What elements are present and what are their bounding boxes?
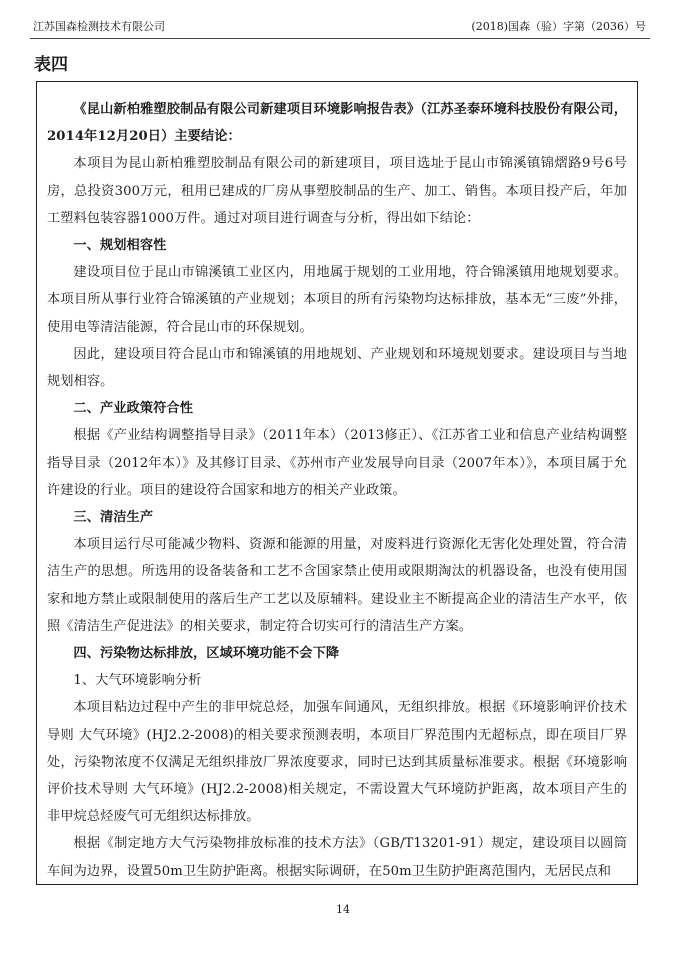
subsection-heading-air: 1、大气环境影响分析 bbox=[73, 673, 202, 689]
industry-policy-paragraph: 根据《产业结构调整指导目录》（2011年本）（2013修正）、《江苏省工业和信息产业结构调整指导目录（2012年本）》及其修订目录、《苏州市产业发展导向目录（2007年本）》，本项目属于允许建设的行业。项目的建设符合国家和地方的相关产业政策。 bbox=[47, 428, 627, 498]
planning-conclusion-paragraph: 因此，建设项目符合昆山市和锦溪镇的用地规划、产业规划和环境规划要求。建设项目与当地规划相容。 bbox=[47, 346, 627, 390]
conclusion-content bbox=[47, 96, 627, 885]
project-overview-paragraph: 本项目为昆山新柏雅塑胶制品有限公司的新建项目，项目选址于昆山市锦溪镇锦熠路9号6号房，总投资300万元，租用已建成的厂房从事塑胶制品的生产、加工、销售。本项目投产后，年加工塑料包装容器1000万件。通过对项目进行调查与分析，得出如下结论： bbox=[47, 156, 627, 226]
section-heading-planning: 一、规划相容性 bbox=[73, 238, 167, 254]
header-company: 江苏国森检测技术有限公司 bbox=[33, 20, 165, 33]
section-heading-emissions: 四、污染物达标排放，区域环境功能不会下降 bbox=[73, 646, 340, 662]
header-divider bbox=[30, 38, 650, 39]
table-label: 表四 bbox=[34, 55, 68, 75]
conclusion-box bbox=[36, 81, 638, 885]
air-analysis-paragraph: 本项目粘边过程中产生的非甲烷总烃，加强车间通风，无组织排放。根据《环境影响评价技术导则 大气环境》(HJ2.2-2008)的相关要求预测表明，本项目厂界范围内无超标点，即在项目厂界处，污染物浓度不仅满足无组织排放厂界浓度要求，同时已达到其质量标准要求。根据《环境影响评价技术导则 大气环境》(HJ2.2-2008)相关规定，不需设置大气环境防护距离，故本项目产生的非甲烷总烃废气可无组织达标排放。 bbox=[47, 700, 627, 825]
section-heading-industry-policy: 二、产业政策符合性 bbox=[73, 401, 193, 417]
protection-distance-paragraph: 根据《制定地方大气污染物排放标准的技术方法》（GB/T13201-91）规定，建设项目以圆筒车间为边界，设置50m卫生防护距离。根据实际调研，在50m卫生防护距离范围内，无居民点和 bbox=[47, 836, 627, 879]
section-heading-clean-production: 三、清洁生产 bbox=[73, 510, 154, 526]
clean-production-paragraph: 本项目运行尽可能减少物料、资源和能源的用量，对废料进行资源化无害化处理处置，符合清洁生产的思想。所选用的设备装备和工艺不含国家禁止使用或限期淘汰的机器设备，也没有使用国家和地方禁止或限制使用的落后生产工艺以及原辅料。建设业主不断提高企业的清洁生产水平，依照《清洁生产促进法》的相关要求，制定符合切实可行的清洁生产方案。 bbox=[47, 537, 627, 634]
planning-paragraph: 建设项目位于昆山市锦溪镇工业区内，用地属于规划的工业用地，符合锦溪镇用地规划要求。本项目所从事行业符合锦溪镇的产业规划；本项目的所有污染物均达标排放，基本无“三废”外排，使用电等清洁能源，符合昆山市的环保规划。 bbox=[47, 265, 627, 335]
header-report-number: (2018)国森（验）字第（2036）号 bbox=[471, 20, 646, 33]
page-number: 14 bbox=[336, 903, 350, 916]
report-title-paragraph: 《昆山新柏雅塑胶制品有限公司新建项目环境影响报告表》（江苏圣泰环境科技股份有限公司，2014年12月20日）主要结论： bbox=[47, 102, 627, 145]
